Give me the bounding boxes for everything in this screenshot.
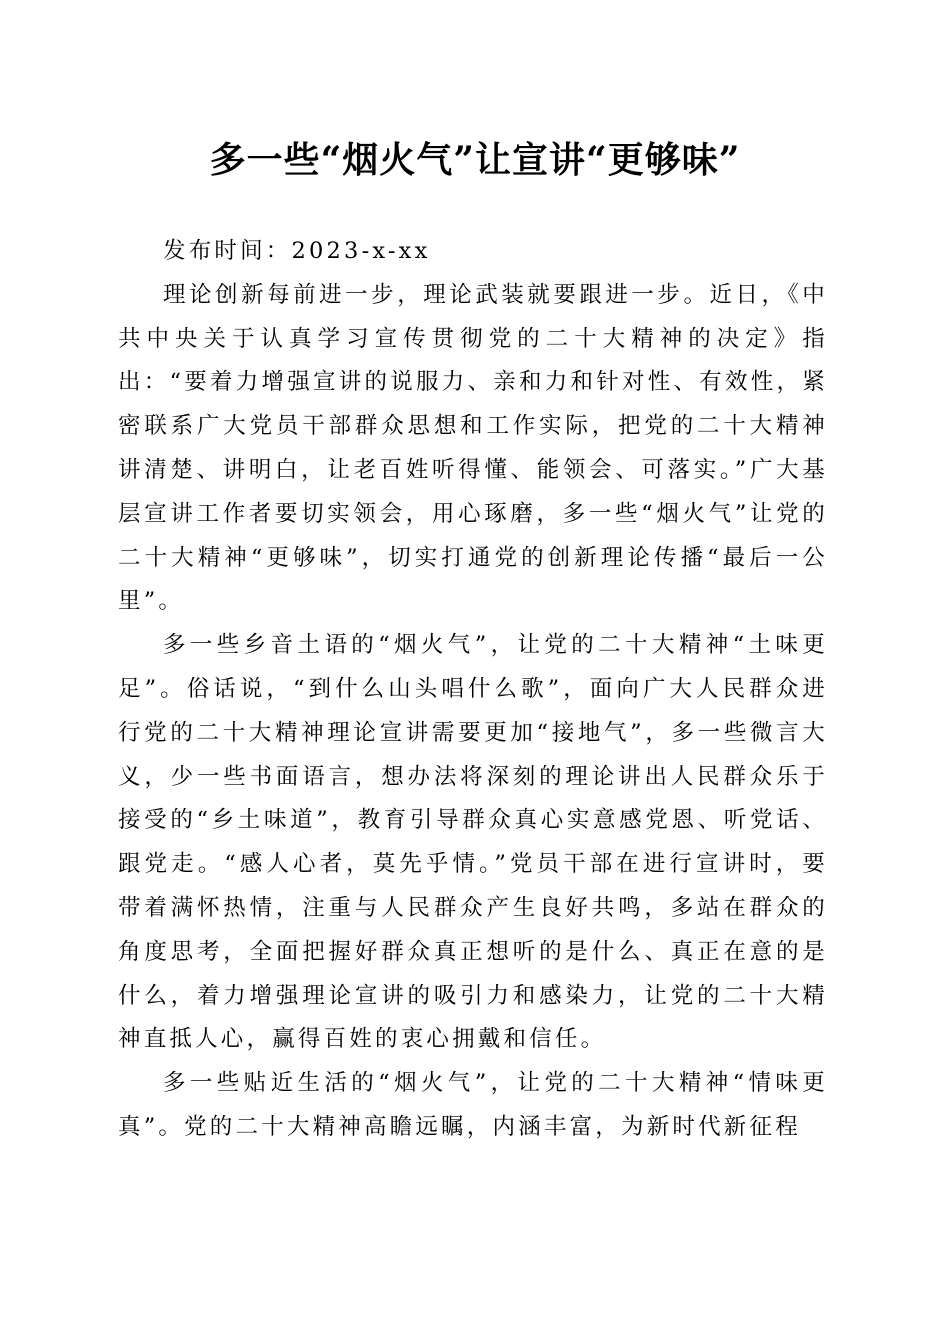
publish-date: 2023-x-xx	[291, 238, 431, 264]
publish-label: 发布时间：	[163, 238, 292, 264]
publish-date-line	[118, 230, 828, 274]
paragraph-intro: 理论创新每前进一步，理论武装就要跟进一步。近日，《中共中央关于认真学习宣传贯彻党的二十大精神的决定》指出：“要着力增强宣讲的说服力、亲和力和针对性、有效性，紧密联系广大党员干部群众思想和工作实际，把党的二十大精神讲清楚、讲明白，让老百姓听得懂、能领会、可落实。”广大基层宣讲工作者要切实领会，用心琢磨，多一些“烟火气”让党的二十大精神“更够味”，切实打通党的创新理论传播“最后一公里”。	[118, 281, 828, 615]
paragraph-dialect: 多一些乡音土语的“烟火气”，让党的二十大精神“土味更足”。俗话说，“到什么山头唱什么歌”，面向广大人民群众进行党的二十大精神理论宣讲需要更加“接地气”，多一些微言大义，少一些书面语言，想办法将深刻的理论讲出人民群众乐于接受的“乡土味道”，教育引导群众真心实意感党恩、听党话、跟党走。“感人心者，莫先乎情。”党员干部在进行宣讲时，要带着满怀热情，注重与人民群众产生良好共鸣，多站在群众的角度思考，全面把握好群众真正想听的是什么、真正在意的是什么，着力增强理论宣讲的吸引力和感染力，让党的二十大精神直抵人心，赢得百姓的衷心拥戴和信任。	[118, 632, 828, 1053]
document-title: 多一些“烟火气”让宣讲“更够味”	[209, 139, 741, 181]
document-body	[118, 230, 828, 1150]
paragraph-life: 多一些贴近生活的“烟火气”，让党的二十大精神“情味更真”。党的二十大精神高瞻远瞩，内涵丰富，为新时代新征程	[118, 1070, 828, 1140]
